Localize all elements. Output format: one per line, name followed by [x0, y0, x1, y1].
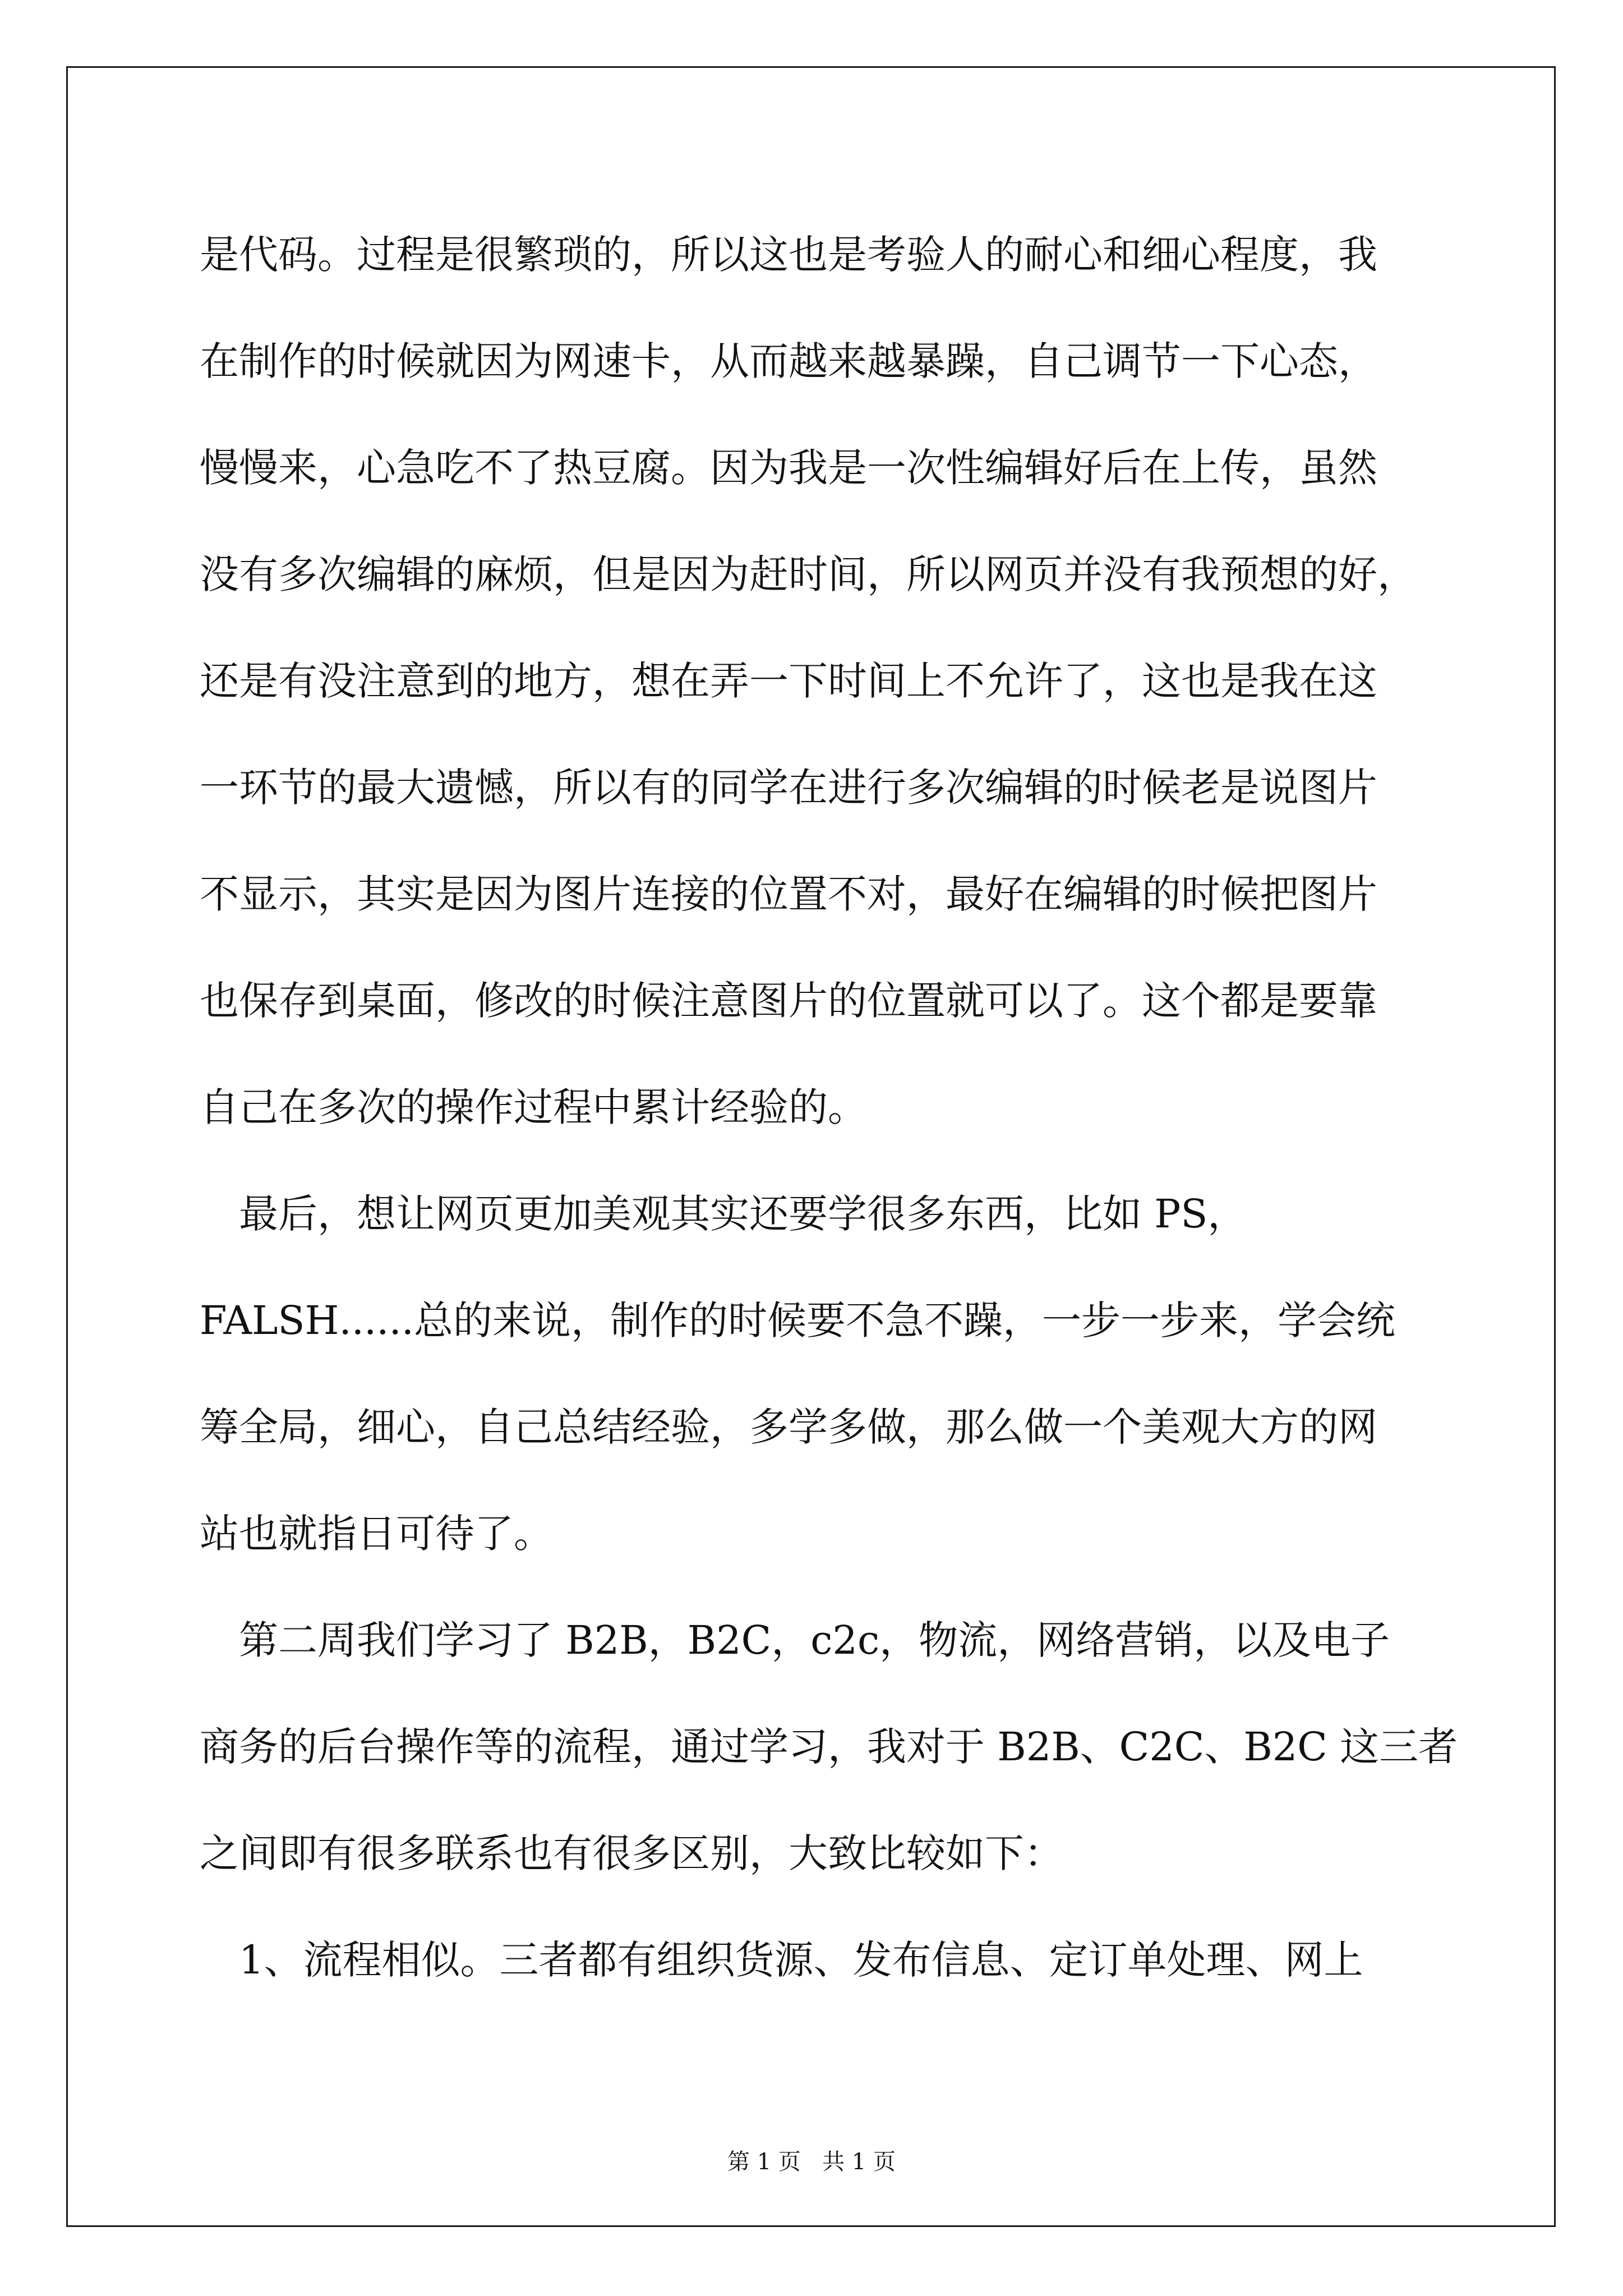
text-line: 慢慢来，心急吃不了热豆腐。因为我是一次性编辑好后在上传，虽然 [200, 445, 1377, 491]
text-line: 没有多次编辑的麻烦，但是因为赶时间，所以网页并没有我预想的好， [200, 551, 1417, 597]
text-line: 第二周我们学习了 B2B，B2C，c2c，物流，网络营销，以及电子 [200, 1617, 1390, 1663]
page-number: 第 1 页 [727, 2149, 801, 2175]
text-line: 商务的后台操作等的流程，通过学习，我对于 B2B、C2C、B2C 这三者 [200, 1724, 1458, 1770]
page-total: 共 1 页 [822, 2149, 896, 2175]
page-footer [0, 2144, 1623, 2176]
text-line: 自己在多次的操作过程中累计经验的。 [200, 1084, 867, 1130]
text-line: 1、流程相似。三者都有组织货源、发布信息、定订单处理、网上 [200, 1937, 1363, 1983]
text-line: 一环节的最大遗憾，所以有的同学在进行多次编辑的时候老是说图片 [200, 765, 1377, 811]
text-line: 筹全局，细心，自己总结经验，多学多做，那么做一个美观大方的网 [200, 1404, 1377, 1450]
text-line: 还是有没注意到的地方，想在弄一下时间上不允许了，这也是我在这 [200, 658, 1377, 704]
text-line: 也保存到桌面，修改的时候注意图片的位置就可以了。这个都是要靠 [200, 978, 1377, 1024]
text-line: FALSH......总的来说，制作的时候要不急不躁，一步一步来，学会统 [200, 1297, 1396, 1343]
text-line: 不显示，其实是因为图片连接的位置不对，最好在编辑的时候把图片 [200, 871, 1377, 917]
text-line: 在制作的时候就因为网速卡，从而越来越暴躁，自己调节一下心态， [200, 338, 1377, 384]
text-line: 之间即有很多联系也有很多区别，大致比较如下： [200, 1830, 1063, 1876]
text-line: 最后，想让网页更加美观其实还要学很多东西，比如 PS， [200, 1191, 1247, 1237]
text-line: 站也就指日可待了。 [200, 1511, 553, 1557]
text-line: 是代码。过程是很繁琐的，所以这也是考验人的耐心和细心程度，我 [200, 232, 1377, 278]
page-border [66, 66, 1556, 2227]
